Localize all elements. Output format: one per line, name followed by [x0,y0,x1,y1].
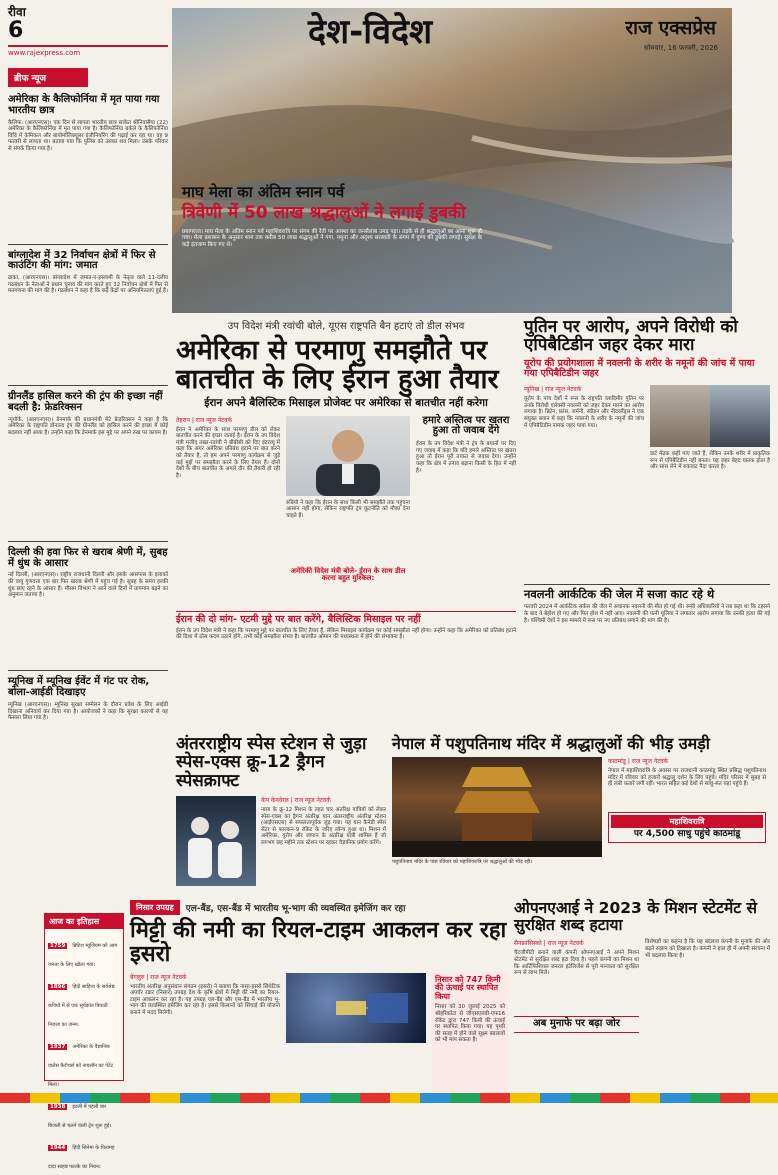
nepal-temple-photo [392,757,602,857]
nisar-story [130,900,508,1085]
nepal-byline: काठमांडू | राज न्यूज नेटवर्क [608,758,669,766]
history-item [48,1134,120,1172]
history-item [48,973,120,1030]
brief-headline: अमेरिका के कैलिफोर्निया में मृत पाया गया भारतीय छात्र [8,94,160,116]
iran-quote-head: अमेरिकी विदेश मंत्री बोले- ईरान के साथ डील करना बहुत मुश्किल: [290,566,406,583]
arctic-headline: नवलनी आर्कटिक की जेल में सजा काट रहे थे [524,584,770,600]
brief-body: न्यूयॉर्क, (आरएनएस)। डेनमार्क की प्रधानमंत्री मेटे फ्रेडरिक्सन ने कहा है कि अमेरिका के राष्ट्रपति डोनाल्ड ट्रंप की ग्रीनलैंड को हासिल करने की इच्छा में कोई बदलाव नहीं आया है। उन्होंने कहा कि डेनमार्क इस मुद्दे पर अपने रुख पर कायम है। [8,416,168,436]
brief-body: म्यूनिख (आरएनएस)। म्यूनिख सुरक्षा सम्मेलन के दौरान प्रवेश के लिए आईडी दिखाना अनिवार्य कर दिया गया है। आयोजकों ने कहा कि सुरक्षा कारणों से यह फैसला लिया गया है। [8,701,168,722]
space-story [176,735,386,895]
history-year: 1937 [50,1044,66,1050]
brief-column [8,68,168,773]
lead-kicker: माघ मेला का अंतिम स्नान पर्व [182,183,345,201]
brief-body: ढाका, (आरएनएस)। बांग्लादेश में जमात-ए-इस्लामी के नेतृत्व वाले 11-दलीय गठबंधन के नेताओं ने प्रधान चुनाव की मांग करते हुए 32 निर्वाचन क्षेत्रों में फिर से मतगणना की मांग की है। गठबंधन ने कहा है कि कई केंद्रों पर अनियमितताएं हुई हैं। [8,275,168,295]
openai-body-2: विशेषज्ञों का कहना है कि यह बदलाव कंपनी के मुनाफे की ओर बढ़ते रुझान को दिखाता है। कंपनी ने हाल ही में अपनी संरचना में भी बदलाव किया है। [645,939,770,959]
color-bar [0,1093,778,1103]
history-item [48,932,120,970]
nisar-box-head: निसार को 747 किमी की ऊंचाई पर स्थापित किया [435,974,501,1001]
site-url: www.rajexpress.com [8,48,81,57]
openai-byline: सैनफ्रांसिस्को | राज न्यूज नेटवर्क [514,940,584,948]
temple-icon [392,757,602,857]
putin-headline: पुतिन पर आरोप, अपने विरोधी को एपिबैटिडीन जहर देकर मारा [524,317,738,356]
openai-pullquote: अब मुनाफे पर बढ़ा जोर [514,1016,639,1033]
nisar-box-body: निसार को 30 जुलाई 2025 को श्रीहरिकोटा से जीएसएलवी-एफ16 रॉकेट द्वारा 747 किमी की ऊंचाई पर स्थापित किया गया। यह पृथ्वी की सतह में होने वाले सूक्ष्म बदलावों को भी माप सकता है। [435,1004,505,1044]
issue-date: सोमवार, 16 फरवरी, 2026 [644,44,718,52]
nepal-headline: नेपाल में पशुपतिनाथ मंदिर में श्रद्धालुओं की भीड़ उमड़ी [392,734,710,753]
brief-headline: बांग्लादेश में 32 निर्वाचन क्षेत्रों में फिर से काउंटिंग की मांग: जमात [8,249,156,272]
nisar-overline: एल-बैंड, एस-बैंड में भारतीय भू-भाग की व्यवस्थित इमेजिंग कर रहा [185,904,406,914]
openai-body: चैटजीपीटी बनाने वाली कंपनी ओपनएआई ने अपने मिशन स्टेटमेंट से सुरक्षित शब्द हटा दिया है। पहले कंपनी का मिशन था कि आर्टिफिशियल जनरल इंटेलिजेंस से पूरी मानवता को सुरक्षित रूप से लाभ मिले। [514,950,639,977]
masthead-city: रीवा [8,5,26,19]
nisar-headline: मिट्टी की नमी का रियल-टाइम आकलन कर रहा इसरो [130,918,507,967]
portrait-icon [286,416,410,496]
history-text: ब्रिटिश म्यूजियम को आम जनता के लिए खोला गया। [48,943,118,968]
lead-photo [172,8,732,313]
lead-headline: त्रिवेणी में 50 लाख श्रद्धालुओं ने लगाई डुबकी [182,203,466,224]
nisar-box [432,973,508,1098]
space-byline: केप केनवेरल | राज न्यूज नेटवर्क [261,797,331,805]
putin-navalny-photo [650,385,770,447]
brief-item [8,385,168,535]
satellite-icon [286,973,426,1043]
putin-story [524,318,770,580]
masthead-left [8,6,168,64]
lead-body: प्रयागराज। माघ मेला के अंतिम स्नान पर्व महाशिवरात्रि पर संगम की रेती पर आस्था का जनसैलाब उमड़ पड़ा। तड़के से ही श्रद्धालुओं का आना शुरू हो गया। मेला प्रशासन के अनुसार शाम तक करीब 50 लाख श्रद्धालुओं ने गंगा, यमुना और अदृश्य सरस्वती के संगम में पुण्य की डुबकी लगाई। सुरक्षा के कड़े इंतजाम किए गए थे। [182,228,482,248]
putin-side-body: डार्ट मेंढक कहीं पाए जाते हैं, लेकिन उनके शरीर में प्राकृतिक रूप से एपिबैटिडीन नहीं बनता। यह जहर बेहद घातक होता है और सांस लेने में रुकावट पैदा करता है। [650,451,770,471]
iran-story [176,318,516,730]
nepal-badge-text: पर 4,500 साधु पहुंचे काठमांडू [633,829,741,840]
nisar-tag: निसार उपग्रह [130,900,180,915]
openai-headline: ओपनएआई ने 2023 के मिशन स्टेटमेंट से सुरक्षित शब्द हटाया [514,899,757,934]
iran-minister-photo [286,416,410,496]
iran-strip-head: ईरान की दो मांग- एटमी मुद्दे पर बात करेंगे, बैलिस्टिक मिसाइल पर नहीं [176,611,516,625]
nepal-badge-top: महाशिवरात्रि [611,815,763,828]
history-box [44,913,124,1170]
iran-body-2: रुबियो ने कहा कि ईरान के साथ किसी भी समझौते तक पहुंचना आसान नहीं होगा, लेकिन राष्ट्रपति ट्रंप कूटनीति को मौका देना चाहते हैं। [286,499,410,519]
iran-headline: अमेरिका से परमाणु समझौते पर बातचीत के लिए ईरान हुआ तैयार [176,335,499,396]
brief-item [8,95,168,238]
iran-box-head: हमारे अस्तित्व पर खतरा हुआ तो जवाब देंगे [422,414,510,437]
astronauts-icon [176,796,256,886]
history-text: इटली में पहली बार बिजली से चलने वाली ट्रेन शुरू हुई। [48,1104,112,1129]
iran-box-body: ईरान के उप विदेश मंत्री ने ट्रंप के बयानों पर दिए गए जवाब में कहा कि यदि हमारे अस्तित्व पर खतरा हुआ तो ईरान पूरी ताकत से जवाब देगा। उन्होंने कहा कि क्षेत्र में तनाव बढ़ाना किसी के हित में नहीं है। [416,441,516,474]
openai-story [514,900,770,1085]
iran-body: ईरान ने अमेरिका के साथ परमाणु डील को लेकर बातचीत करने की इच्छा जताई है। ईरान के उप विदेश मंत्री मजीद तख्त-रवांची ने बीबीसी को दिए इंटरव्यू में कहा कि अगर अमेरिका प्रतिबंध हटाने पर बात करने को तैयार है, तो हम अपने परमाणु कार्यक्रम से जुड़े कई मुद्दों पर समझौता करने के लिए तैयार हैं। दोनों देशों के बीच बातचीत के अगले दौर की तैयारी हो रही है। [176,426,280,479]
paper-name: राज एक्सप्रेस [625,17,716,39]
page-number: 6 [8,17,24,43]
brief-headline: म्यूनिख में म्यूनिख ईवेंट में गंट पर रोक, बोला-आईडी दिखाइए [8,676,150,699]
space-body: नासा के क्रू-12 मिशन के तहत चार अंतरिक्ष यात्रियों को लेकर स्पेस-एक्स का ड्रैगन अंतरिक्ष यान अंतरराष्ट्रीय अंतरिक्ष स्टेशन (आईएसएस) से सफलतापूर्वक जुड़ गया। यह यान कैनेडी स्पेस सेंटर से फाल्कन-9 रॉकेट के जरिए लॉन्च हुआ था। मिशन में अमेरिका, यूरोप और जापान के अंतरिक्ष यात्री शामिल हैं जो लगभग छह महीने तक स्टेशन पर रहकर वैज्ञानिक प्रयोग करेंगे। [261,807,386,847]
nepal-body: नेपाल में महाशिवरात्रि के अवसर पर राजधानी काठमांडू स्थित प्रसिद्ध पशुपतिनाथ मंदिर में रविवार को हजारों श्रद्धालु दर्शन के लिए पहुंचे। मंदिर परिसर में सुबह से ही लंबी कतारें लगी रहीं। भारत सहित कई देशों से साधु-संत यहां पहुंचे हैं। [608,768,766,788]
nisar-satellite-photo [286,973,426,1043]
brief-item [8,670,168,782]
iran-strip-body: ईरान के उप विदेश मंत्री ने कहा कि परमाणु मुद्दे पर बातचीत के लिए तैयार हैं, लेकिन मिसाइल कार्यक्रम पर कोई समझौता नहीं होगा। उन्होंने कहा कि अमेरिका को प्रतिबंध हटाने की दिशा में ठोस कदम उठाने होंगे, तभी कोई समझौता संभव है। बातचीत ओमान की मध्यस्थता में होने की संभावना है। [176,627,516,641]
brief-item [8,541,168,665]
history-text: हिंदी साहित्य के सर्वश्रेष्ठ कवियों में से एक सूर्यकांत त्रिपाठी निराला का जन्म। [48,984,115,1028]
history-item [48,1033,120,1090]
nepal-caption: पशुपतिनाथ मंदिर के पास रविवार को महाशिवरात्रि पर श्रद्धालुओं की भीड़ रही। [392,859,533,866]
history-year: 1938 [50,1104,66,1110]
brief-body: नई दिल्ली, (आरएनएस)। राष्ट्रीय राजधानी दिल्ली और इसके आसपास के इलाकों की वायु गुणवत्ता एक बार फिर खराब श्रेणी में पहुंच गई है। सुबह के समय हल्की धुंध छाए रहने के आसार हैं। मौसम विभाग ने आने वाले दिनों में तापमान बढ़ने का अनुमान जताया है। [8,572,168,599]
nepal-badge [608,812,766,843]
divider [8,45,168,47]
space-headline: अंतरराष्ट्रीय स्पेस स्टेशन से जुड़ा स्पेस-एक्स क्रू-12 ड्रैगन स्पेसक्राफ्ट [176,734,367,791]
arctic-body: फरवरी 2024 में आर्कटिक सर्कल की जेल में अचानक नवलनी की मौत हो गई थी। रूसी अधिकारियों ने तब कहा था कि टहलने के बाद वे बेहोश हो गए और फिर होश में नहीं आए। नवलनी की पत्नी यूलिया ने लगातार आरोप लगाया कि उनकी हत्या की गई है। पश्चिमी देशों ने इस मामले में रूस पर नए प्रतिबंध लगाने की मांग की है। [524,604,770,624]
nisar-body: भारतीय अंतरिक्ष अनुसंधान संगठन (इसरो) ने बताया कि नासा-इसरो सिंथेटिक अपर्चर रडार (निसार) उपग्रह देश के कृषि क्षेत्रों में मिट्टी की नमी का रियल-टाइम आकलन कर रहा है। यह उपग्रह एल-बैंड और एस-बैंड में भारतीय भू-भाग की व्यवस्थित इमेजिंग कर रहा है। इससे किसानों को सिंचाई की योजना बनाने में मदद मिलेगी। [130,983,280,1016]
brief-headline: ग्रीनलैंड हासिल करने की ट्रंप की इच्छा नहीं बदली है: फ्रेडरिक्सन [8,391,163,413]
history-title: आज का इतिहास [45,914,123,929]
history-year: 1759 [50,943,66,949]
putin-subhead: यूरोप की प्रयोगशाला में नवलनी के शरीर के नमूनों की जांच में पाया गया एपिबैटिडीन जहर [524,357,755,379]
putin-photo [650,385,710,447]
navalny-photo [710,385,770,447]
arctic-story [524,584,770,730]
iran-subhead: ईरान अपने बैलिस्टिक मिसाइल प्रोजेक्ट पर अमेरिका से बातचीत नहीं करेगा [204,397,488,410]
brief-body: कैलिफ. (आरएनएस)। एक दिन से लापता भारतीय छात्र साकेत श्रीनिवासैया (22) अमेरिका के कैलिफोर्निया में मृत पाया गया है। कैलिफोर्निया बर्कले के कैलिफोर्निया विवि में केमिकल और बायोमॉलिक्यूलर इंजीनियरिंग की पढ़ाई कर रहा था। वह 9 फरवरी से लापता था। बताया गया कि पुलिस को उसका शव मिला। उसके परिवार से संपर्क किया गया है। [8,119,168,152]
iran-byline: तेहरान | राज न्यूज नेटवर्क [176,416,233,424]
putin-byline: म्यूनिख | राज न्यूज नेटवर्क [524,386,582,394]
history-text: हिंदी सिनेमा के पितामह दादा साहब फाल्के का निधन। [48,1145,115,1170]
nisar-byline: बेंगलुरु | राज न्यूज नेटवर्क [130,973,187,981]
history-year: 1896 [50,984,66,990]
lead-text-box [182,184,482,304]
history-text: अमेरिका के वैज्ञानिक वालेस कैरोथर्स को नायलॉन का पेटेंट मिला। [48,1044,114,1088]
iran-overline: उप विदेश मंत्री रवांची बोले, यूएस राष्ट्रपति बैन हटाएं तो डील संभव [227,321,465,332]
history-year: 1944 [50,1145,66,1151]
space-photo [176,796,256,886]
putin-body: यूरोप के पांच देशों ने रूस के राष्ट्रपति व्लादिमीर पुतिन पर उनके विरोधी एलेक्सी नवलनी को जहर देकर मारने का आरोप लगाया है। ब्रिटेन, फ्रांस, जर्मनी, स्वीडन और नीदरलैंड्स ने एक संयुक्त बयान में कहा कि नवलनी के शरीर के नमूनों की जांच में एपिबैटिडीन नामक जहर पाया गया। [524,396,644,429]
brief-tag: ब्रीफ न्यूज [8,68,88,87]
nepal-story [392,735,770,895]
brief-item [8,244,168,380]
brief-headline: दिल्ली की हवा फिर से खराब श्रेणी में, सुबह में धुंध के आसार [8,546,168,569]
section-title: देश-विदेश [308,12,433,52]
history-list [45,929,123,1175]
